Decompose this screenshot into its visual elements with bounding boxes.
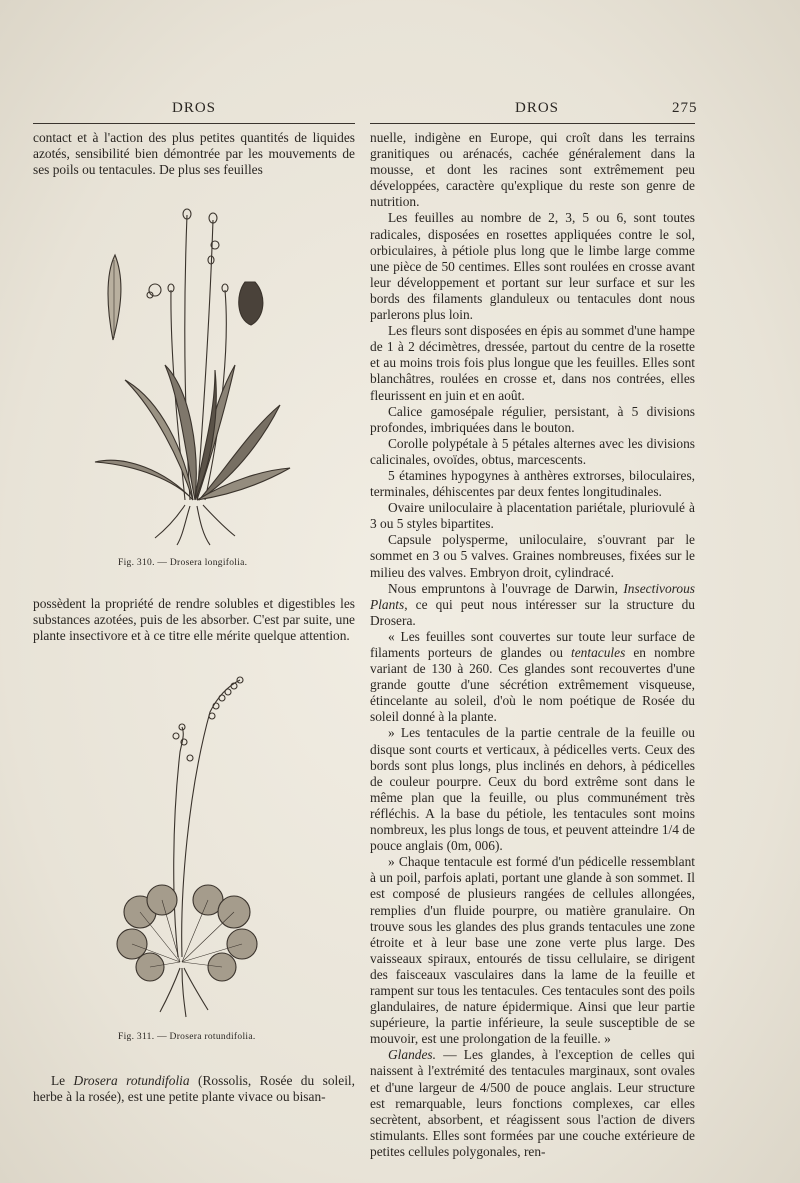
header-rule-right — [370, 123, 695, 124]
running-header-right: DROS — [515, 100, 560, 116]
page-number: 275 — [672, 100, 698, 116]
paragraph: » Les tentacules de la partie centrale de la feuille ou disque sont courts et verticaux, à pédicelles verts. Ceux des bords sont plus longs, plus inclinés en dehors, à pédicelles de couleur pourpre. Ceux du bord extrême sont dans le même plan que la feuille, ou plus communément très réfléchis. A la base du pétiole, les tentacules sont moins nombreux, les plus longs de tous, et peuvent atteindre 1/4 de pouce anglais (0m, 006). — [370, 725, 695, 854]
figure-311-illustration — [110, 672, 280, 1024]
text-span: « Les feuilles sont couvertes sur toute leur surface de filaments porteurs de glandes ou — [370, 628, 695, 660]
paragraph: nuelle, indigène en Europe, qui croît dans les terrains granitiques ou arénacés, cachée généralement dans la mousse, et dont les racines sont extrêmement peu développées, caractère qu'explique du reste son genre de nutrition. — [370, 130, 695, 210]
text-span: , ce qui peut nous intéresser sur la structure du Drosera. — [370, 596, 695, 628]
paragraph — [370, 1047, 695, 1160]
book-title: Insectivorous Plants — [370, 580, 695, 612]
paragraph: 5 étamines hypogynes à anthères extrorses, biloculaires, terminales, déhiscentes par deux fentes longitudinales. — [370, 467, 695, 500]
figure-310-caption: Fig. 310. — Drosera longifolia. — [118, 558, 248, 568]
left-column-bottom — [33, 1073, 355, 1105]
figure-311-caption: Fig. 311. — Drosera rotundifolia. — [118, 1032, 256, 1042]
running-header-left: DROS — [172, 100, 217, 116]
paragraph: possèdent la propriété de rendre solubles et digestibles les substances azotées, puis de les absorber. C'est par suite, une plante insectivore et à ce titre elle mérite quelque attention. — [33, 596, 355, 644]
text-span: Le — [51, 1073, 74, 1088]
paragraph: Les fleurs sont disposées en épis au sommet d'une hampe de 1 à 2 décimètres, dressée, partout du centre de la rosette et au moins trois fois plus longue que les feuilles. Elles sont blanchâtres, roulées en crosse et, dans nos contrées, elles fleurissent en juin et en août. — [370, 323, 695, 403]
paragraph: Calice gamosépale régulier, persistant, à 5 divisions profondes, imbriquées dans le bouton. — [370, 403, 695, 435]
paragraph — [33, 1073, 355, 1105]
left-column-top — [33, 130, 355, 178]
text-span: Nous empruntons à l'ouvrage de Darwin, — [388, 580, 624, 596]
paragraph — [370, 629, 695, 726]
right-column — [370, 130, 695, 1160]
term: tentacules — [571, 645, 626, 660]
left-column-middle — [33, 596, 355, 644]
paragraph: Capsule polysperme, uniloculaire, s'ouvrant par le sommet en 3 ou 5 valves. Graines nombreuses, fixées sur le milieu des valves. Embryon droit, cylindracé. — [370, 532, 695, 580]
paragraph: » Chaque tentacule est formé d'un pédicelle ressemblant à un poil, parfois aplati, portant une glande à son sommet. Il est composé de plusieurs rangées de cellules allongées, remplies d'un fluide pourpre, ou matière granulaire. On trouve sous les glandes des plus grands tentacules une zone étroite et à leur base une zone verte plus large. Des vaisseaux spiraux, entourés de tissu cellulaire, se dirigent des faisceaux vasculaires dans la lame de la feuille et rampent sur tous les tentacules. Ces tentacules sont des poils glandulaires, de nature épidermique. Ainsi que leur partie supérieure, la partie inférieure, la seule susceptible de se mouvoir, est une prolongation de la feuille. » — [370, 854, 695, 1047]
paragraph: Ovaire uniloculaire à placentation pariétale, pluriovulé à 3 ou 5 styles bipartites. — [370, 500, 695, 532]
text-span: — Les glandes, à l'exception de celles qui naissent à l'extrémité des tentacules marginaux, sont ovales et d'une largeur de 4/500 de pouce anglais. Leur structure est remarquable, leurs fonctions complexes, car elles secrètent, absorbent, et réagissent sous l'action de divers stimulants. Elles sont formées par une couche extérieure de petites cellules polygonales, ren- — [370, 1047, 695, 1159]
species-name: Drosera rotundifolia — [73, 1073, 190, 1088]
paragraph: contact et à l'action des plus petites quantités de liquides azotés, sensibilité bien démontrée par les mouvements de ses poils ou tentacules. De plus ses feuilles — [33, 130, 355, 178]
paragraph: Les feuilles au nombre de 2, 3, 5 ou 6, sont toutes radicales, disposées en rosettes appliquées contre le sol, orbiculaires, à pétiole plus long que le limbe large comme une pièce de 50 centimes. Elles sont roulées en crosse avant leur développement et portant sur leur surface et sur les bords des filaments glanduleux ou tentacules dont nous parlerons plus loin. — [370, 210, 695, 323]
text-span: (Rossolis, Rosée du soleil, herbe à la rosée), est une petite plante vivace ou bisan- — [33, 1073, 355, 1105]
figure-310-illustration — [85, 200, 305, 555]
header-rule-left — [33, 123, 355, 124]
text-span: en nombre variant de 130 à 260. Ces glandes sont recouvertes d'une grande goutte d'une sécrétion extrêmement visqueuse, étincelante au soleil, d'où le nom poétique de Rosée du soleil donné à la plante. — [370, 645, 695, 725]
paragraph — [370, 581, 695, 629]
term: Glandes. — [388, 1047, 436, 1063]
paragraph: Corolle polypétale à 5 pétales alternes avec les divisions calicinales, ovoïdes, obtus, marcescents. — [370, 435, 695, 467]
